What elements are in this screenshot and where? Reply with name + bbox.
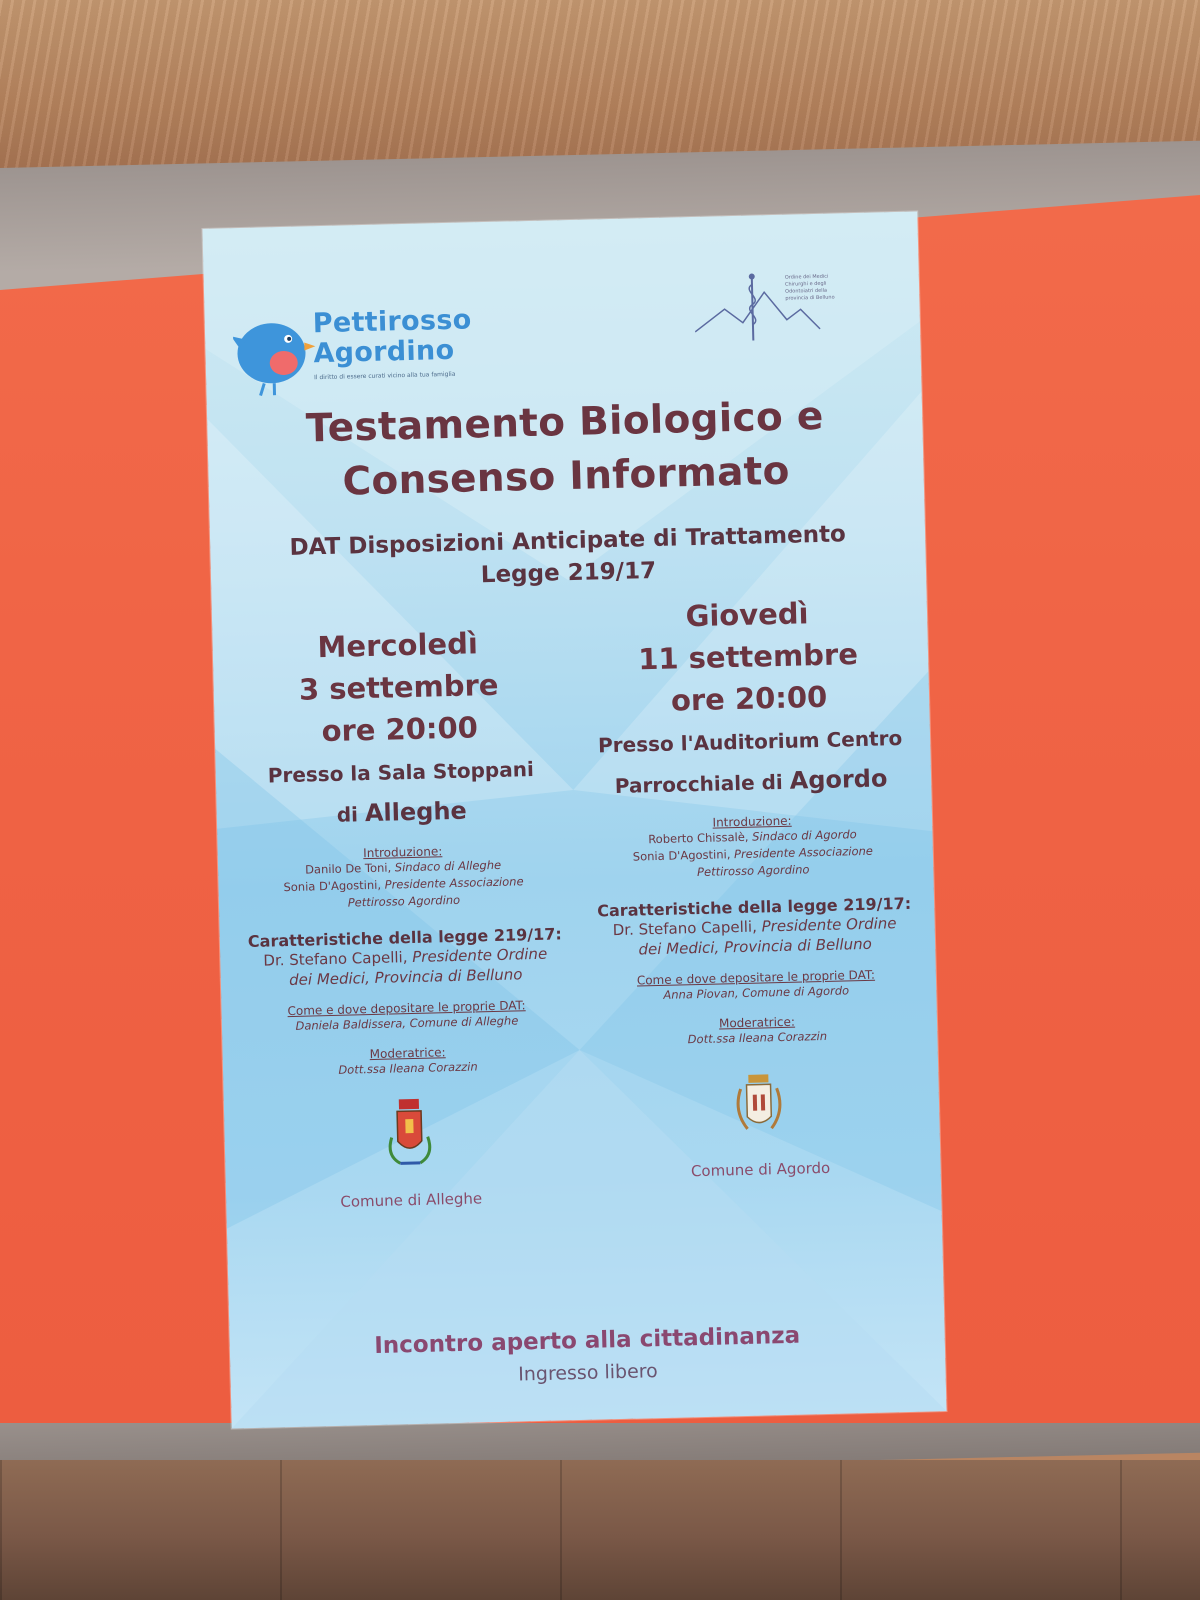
intro-line3: Pettirosso Agordino: [347, 892, 461, 910]
event-venue-line1: Presso la Sala Stoppani: [267, 756, 535, 788]
poster-footer-entry: Ingresso libero: [517, 1360, 659, 1386]
law-role1: Presidente Ordine: [412, 944, 548, 967]
intro-speaker2: Sonia D'Agostini,: [632, 847, 735, 864]
dat-heading: Come e dove depositare le proprie DAT:: [287, 998, 526, 1019]
law-role1: Presidente Ordine: [761, 914, 897, 936]
floor-wood: [0, 1460, 1200, 1600]
moderator-heading: Moderatrice:: [369, 1045, 446, 1062]
venue-prefix: Parrocchiale di: [614, 769, 791, 799]
poster-title-line2: Consenso Informato: [341, 448, 791, 505]
event-day: Giovedì: [685, 596, 809, 634]
brand-name-line2: Agordino: [313, 334, 455, 370]
intro-line3: Pettirosso Agordino: [696, 862, 810, 880]
intro-speaker1: Roberto Chissalè,: [648, 829, 753, 847]
moderator-name: Dott.ssa Ileana Corazzin: [687, 1028, 828, 1047]
dat-heading: Come e dove depositare le proprie DAT:: [636, 967, 876, 988]
intro-heading: Introduzione:: [363, 844, 443, 861]
dat-line: Anna Piovan, Comune di Agordo: [663, 983, 850, 1002]
event-venue-line1: Presso l'Auditorium Centro: [597, 725, 903, 758]
law-role2: dei Medici, Provincia di Belluno: [288, 965, 523, 990]
comune-label: Comune di Agordo: [690, 1158, 831, 1181]
poster-subtitle-line2: Legge 219/17: [480, 557, 657, 589]
intro-role2: Presidente Associazione: [733, 843, 874, 862]
moderator-heading: Moderatrice:: [718, 1014, 796, 1031]
venue-prefix: di: [336, 802, 366, 827]
comune-label: Comune di Alleghe: [340, 1189, 483, 1211]
event-time: ore 20:00: [670, 679, 828, 718]
intro-heading: Introduzione:: [712, 813, 792, 830]
agordo-crest-icon: [726, 1066, 792, 1148]
brand-tagline: Il diritto di essere curati vicino alla tua famiglia: [314, 370, 456, 382]
alleghe-crest-icon: [377, 1096, 443, 1178]
venue-place: Agordo: [789, 764, 888, 795]
intro-role1: Sindaco di Agordo: [751, 827, 857, 844]
dat-line: Daniela Baldissera, Comune di Alleghe: [295, 1013, 519, 1033]
medical-order-text: Ordine dei Medici Chirurghi e degli Odontoiatri della provincia di Belluno: [784, 273, 835, 302]
event-column-agordo: [582, 590, 926, 1183]
law-speaker: Dr. Stefano Capelli,: [263, 948, 413, 970]
event-poster: [202, 211, 946, 1428]
intro-role2: Presidente Associazione: [384, 874, 524, 892]
law-heading: Caratteristiche della legge 219/17:: [597, 893, 912, 921]
poster-title-line1: Testamento Biologico e: [305, 393, 825, 452]
moderator-name: Dott.ssa Ileana Corazzin: [338, 1059, 478, 1077]
law-speaker: Dr. Stefano Capelli,: [612, 917, 762, 940]
law-heading: Caratteristiche della legge 219/17:: [247, 924, 562, 952]
event-venue-line2: [586, 760, 917, 805]
intro-speaker2: Sonia D'Agostini,: [283, 877, 385, 895]
event-day: Mercoledì: [317, 626, 479, 665]
venue-place: Alleghe: [364, 796, 468, 828]
poster-footer-invite: Incontro aperto alla cittadinanza: [373, 1322, 801, 1360]
law-role2: dei Medici, Provincia di Belluno: [638, 934, 872, 959]
event-venue-line2: [236, 790, 567, 835]
event-column-alleghe: [232, 620, 576, 1213]
event-time: ore 20:00: [321, 710, 479, 749]
brand-name-line1: Pettirosso: [312, 304, 472, 340]
event-date: 3 settembre: [298, 667, 499, 707]
event-date: 11 settembre: [637, 637, 859, 677]
intro-speaker1: Danilo De Toni,: [304, 860, 396, 877]
intro-role1: Sindaco di Alleghe: [394, 857, 502, 875]
poster-subtitle-line1: DAT Disposizioni Anticipate di Trattamento: [289, 521, 847, 561]
